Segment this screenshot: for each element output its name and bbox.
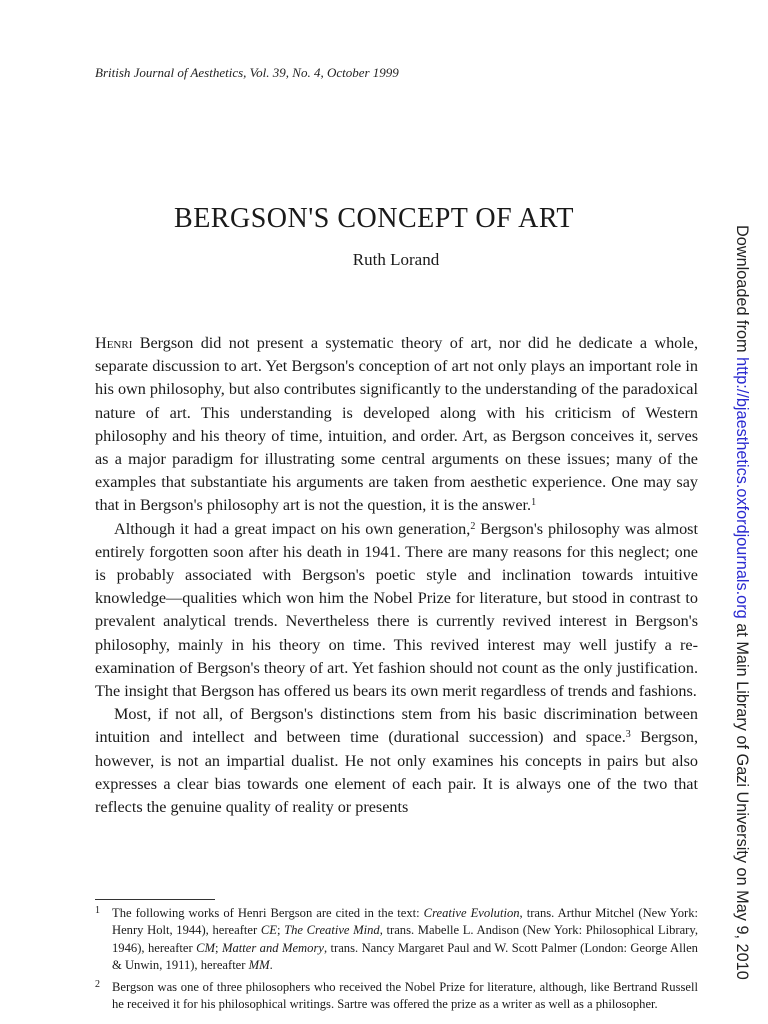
footnote-ref-3[interactable]: 3	[625, 729, 631, 741]
author-name	[0, 250, 768, 270]
paragraph-3	[95, 703, 698, 819]
download-stamp	[730, 225, 754, 995]
journal-header: British Journal of Aesthetics, Vol. 39, No. 4, October 1999	[95, 65, 399, 80]
footnote-1-t2: , trans. Arthur Mitchel (New York: Henry Holt, 1944), hereafter	[112, 906, 699, 938]
footnote-1-t6: , trans. Nancy Margaret Paul and W. Scott Palmer (London: George Allen & Unwin, 1911), hereafter	[112, 940, 698, 973]
footnote-2-text: Bergson was one of three philosophers who received the Nobel Prize for literature, although, like Bertrand Russell he received it for his philosophical writings. Sartre was offered the prize as a writer as well as a philosopher.	[112, 979, 698, 1012]
author-name-text: Ruth Lorand	[352, 250, 440, 269]
download-stamp-text	[730, 225, 754, 995]
paragraph-3-text-b: Bergson, however, is not an impartial dualist. He not only examines his concepts in pairs but also expresses a clear bias towards one element of each pair. It is always one of the two that reflects the genuine quality of reality or presents	[95, 728, 698, 817]
article-body	[95, 332, 698, 819]
footnotes	[95, 905, 698, 1017]
footnote-1-number: 1	[95, 905, 100, 916]
footnote-ref-1[interactable]: 1	[531, 497, 537, 509]
footnote-1-i5: Matter and Memory	[221, 940, 324, 955]
footnote-1-i2: CE	[260, 923, 277, 938]
journal-link[interactable]: http://bjaesthetics.oxfordjournals.org	[733, 357, 751, 619]
footnote-1-t5: ;	[215, 940, 222, 955]
footnote-2-number: 2	[95, 978, 100, 990]
footnote-1-i6: MM	[248, 958, 270, 973]
footnote-divider	[95, 899, 215, 900]
paragraph-2	[95, 518, 698, 704]
footnote-ref-2[interactable]: 2	[470, 520, 476, 532]
footnote-1-t3: ;	[276, 923, 285, 938]
footnote-1-t7: .	[269, 958, 273, 973]
footnote-1-i3: The Creative Mind	[284, 923, 380, 938]
paragraph-2-text-b: Bergson's philosophy was almost entirely forgotten soon after his death in 1941. There are many reasons for this neglect; one is probably associated with Bergson's poetic style and inclination towards intuitive knowledge—qualities which won him the Nobel Prize for literature, but stood in contrast to prevalent analytical trends. Nevertheless there is currently revived interest in Bergson's philosophy, mainly in his theory on time. This revived interest may well justify a re-examination of Bergson's theory of art. Yet fashion should not count as the only justification. The insight that Bergson has offered us bears its own merit regardless of trends and fashions.	[95, 519, 698, 701]
article-title-text: BERGSON'S CONCEPT OF ART	[174, 203, 574, 234]
download-stamp-suffix: at Main Library of Gazi University on May 9, 2010	[733, 618, 751, 980]
paragraph-2-text-a: Although it had a great impact on his own generation,	[114, 519, 471, 538]
footnote-1	[95, 905, 698, 975]
paragraph-1	[95, 332, 698, 518]
footnote-2	[95, 979, 698, 1014]
paragraph-1-text: Bergson did not present a systematic theory of art, nor did he dedicate a whole, separate discussion to art. Yet Bergson's conception of art not only plays an important role in his own philosophy, but also contributes significantly to the understanding of the paradoxical nature of art. This understanding is developed along with his criticism of Western philosophy and his theory of time, intuition, and order. Art, as Bergson conceives it, serves as a major paradigm for illustrating some central arguments on these issues; many of the examples that substantiate his arguments are taken from aesthetic experience. One may say that in Bergson's philosophy art is not the question, it is the answer.	[95, 334, 698, 515]
article-title	[0, 203, 768, 235]
download-stamp-prefix: Downloaded from	[733, 225, 751, 358]
footnote-1-t4: , trans. Mabelle L. Andison (New York: Philosophical Library, 1946), hereafter	[112, 923, 698, 955]
footnote-1-i4: CM	[196, 940, 216, 955]
paragraph-3-text-a: Most, if not all, of Bergson's distinctions stem from his basic discrimination between intuition and intellect and between time (durational succession) and space.	[95, 705, 698, 747]
footnote-1-t1: The following works of Henri Bergson are cited in the text:	[112, 906, 424, 920]
small-caps-opening: Henri	[95, 334, 133, 352]
footnote-1-i1: Creative Evolution	[423, 906, 520, 920]
